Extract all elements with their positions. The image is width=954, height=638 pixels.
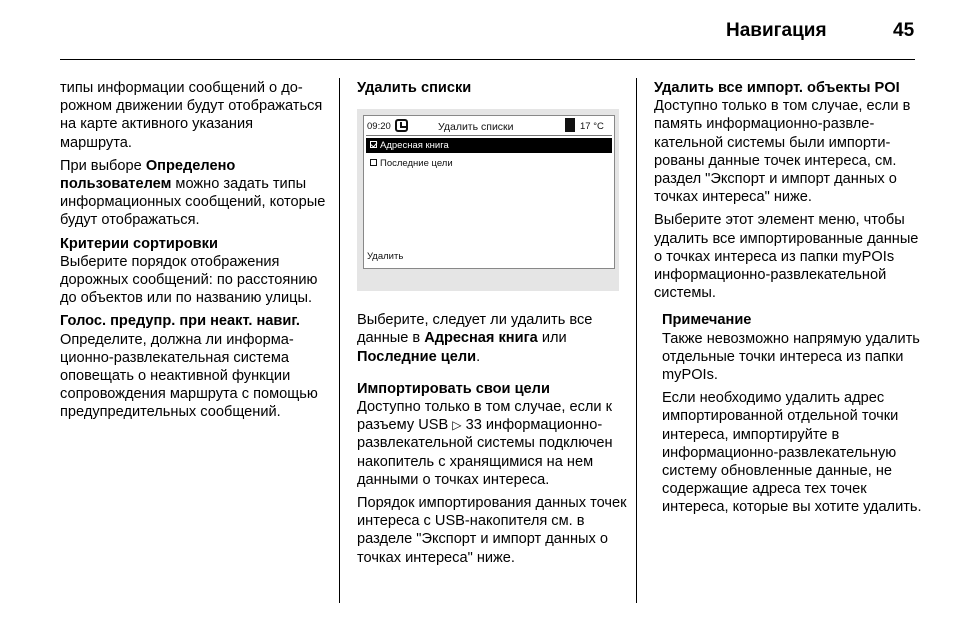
- column-divider-2: [636, 78, 637, 603]
- column-1: [60, 79, 328, 427]
- paragraph: Доступно только в том случае, если в память информационно-развлекательной системы были импортированы данные точек интереса, см. раздел "Экспорт и импорт данных о точках интереса" ниже.: [654, 98, 911, 206]
- note-heading: Примечание: [662, 312, 752, 329]
- checkbox-empty-icon: [370, 159, 377, 166]
- screen-title: Удалить списки: [438, 121, 514, 134]
- column-3: [654, 79, 922, 522]
- screen-delete-label: Удалить: [367, 251, 404, 263]
- header-divider: [60, 59, 915, 60]
- screen-time: 09:20: [367, 121, 391, 133]
- page-reference: 33: [465, 417, 482, 434]
- page-reference-icon: ▷: [452, 418, 462, 433]
- text: можно задать типы информационных сообщений, которые будут отображаться.: [60, 176, 326, 229]
- paragraph: [60, 157, 328, 230]
- text: .: [476, 348, 481, 365]
- screen-divider: [366, 135, 612, 136]
- text: При выборе: [60, 157, 146, 174]
- paragraph: Выберите этот элемент меню, чтобы удалить все импортированные данные о точках интереса из папки myPOIs информационно-развлекательной системы.: [654, 212, 919, 302]
- screen-illustration: [357, 109, 619, 291]
- paragraph: [357, 311, 627, 366]
- section-heading: Удалить списки: [357, 80, 472, 96]
- display-screen: [363, 115, 615, 269]
- bold-term: Адресная книга: [424, 330, 538, 347]
- text: информационно-развлекательной системы подключен накопитель с хранящимися на нем данными о точках интереса.: [357, 417, 613, 488]
- paragraph: Если необходимо удалить адрес импортированной отдельной точки интереса, импортируйте в информационно-развлекательную систему обновленные данные, не содержащие адреса тех точек интереса, которые вы хотите удалить.: [662, 390, 922, 516]
- paragraph: Также невозможно напрямую удалить отдельные точки интереса из папки myPOIs.: [662, 330, 920, 384]
- screen-temperature: 17 °C: [580, 121, 604, 133]
- paragraph: Определите, должна ли информационно-развлекательная система оповещать о неактивной функции сопровождения маршрута с помощью предупредительных сообщений.: [60, 331, 318, 421]
- text: Выберите, следует ли удалить все данные в: [357, 312, 593, 347]
- paragraph: Выберите порядок отображения дорожных сообщений: по расстоянию до объектов или по названию улицы.: [60, 253, 318, 307]
- section-heading: Импортировать свои цели: [357, 380, 550, 397]
- menu-item-address-book: [366, 138, 612, 153]
- menu-item-label: Последние цели: [380, 158, 453, 170]
- note-block: [662, 311, 922, 516]
- page-number: 45: [893, 20, 915, 41]
- paragraph: типы информации сообщений о дорожном движении будут отображаться на карте активного указания маршрута.: [60, 80, 323, 151]
- bold-term: Последние цели: [357, 348, 477, 365]
- section-heading: Критерии сортировки: [60, 235, 218, 252]
- menu-item-recent-destinations: [366, 156, 612, 171]
- column-divider-1: [339, 78, 340, 603]
- clock-icon: [395, 119, 408, 132]
- page-header-title: Навигация: [726, 20, 827, 41]
- bold-term: Определено пользователем: [60, 157, 236, 193]
- paragraph: Порядок импортирования данных точек интереса с USB-накопителя см. в разделе "Экспорт и импорт данных о точках интереса" ниже.: [357, 495, 627, 566]
- section-heading: Голос. предупр. при неакт. навиг.: [60, 313, 300, 330]
- text: или: [537, 330, 567, 347]
- text: Доступно только в том случае, если к разъему USB: [357, 399, 612, 434]
- section-heading: Удалить все импорт. объекты POI: [654, 80, 900, 96]
- menu-item-label: Адресная книга: [380, 140, 449, 152]
- paragraph: [357, 398, 627, 489]
- thermometer-icon: [565, 118, 575, 132]
- checkbox-checked-icon: [370, 141, 377, 148]
- column-2: [357, 79, 627, 572]
